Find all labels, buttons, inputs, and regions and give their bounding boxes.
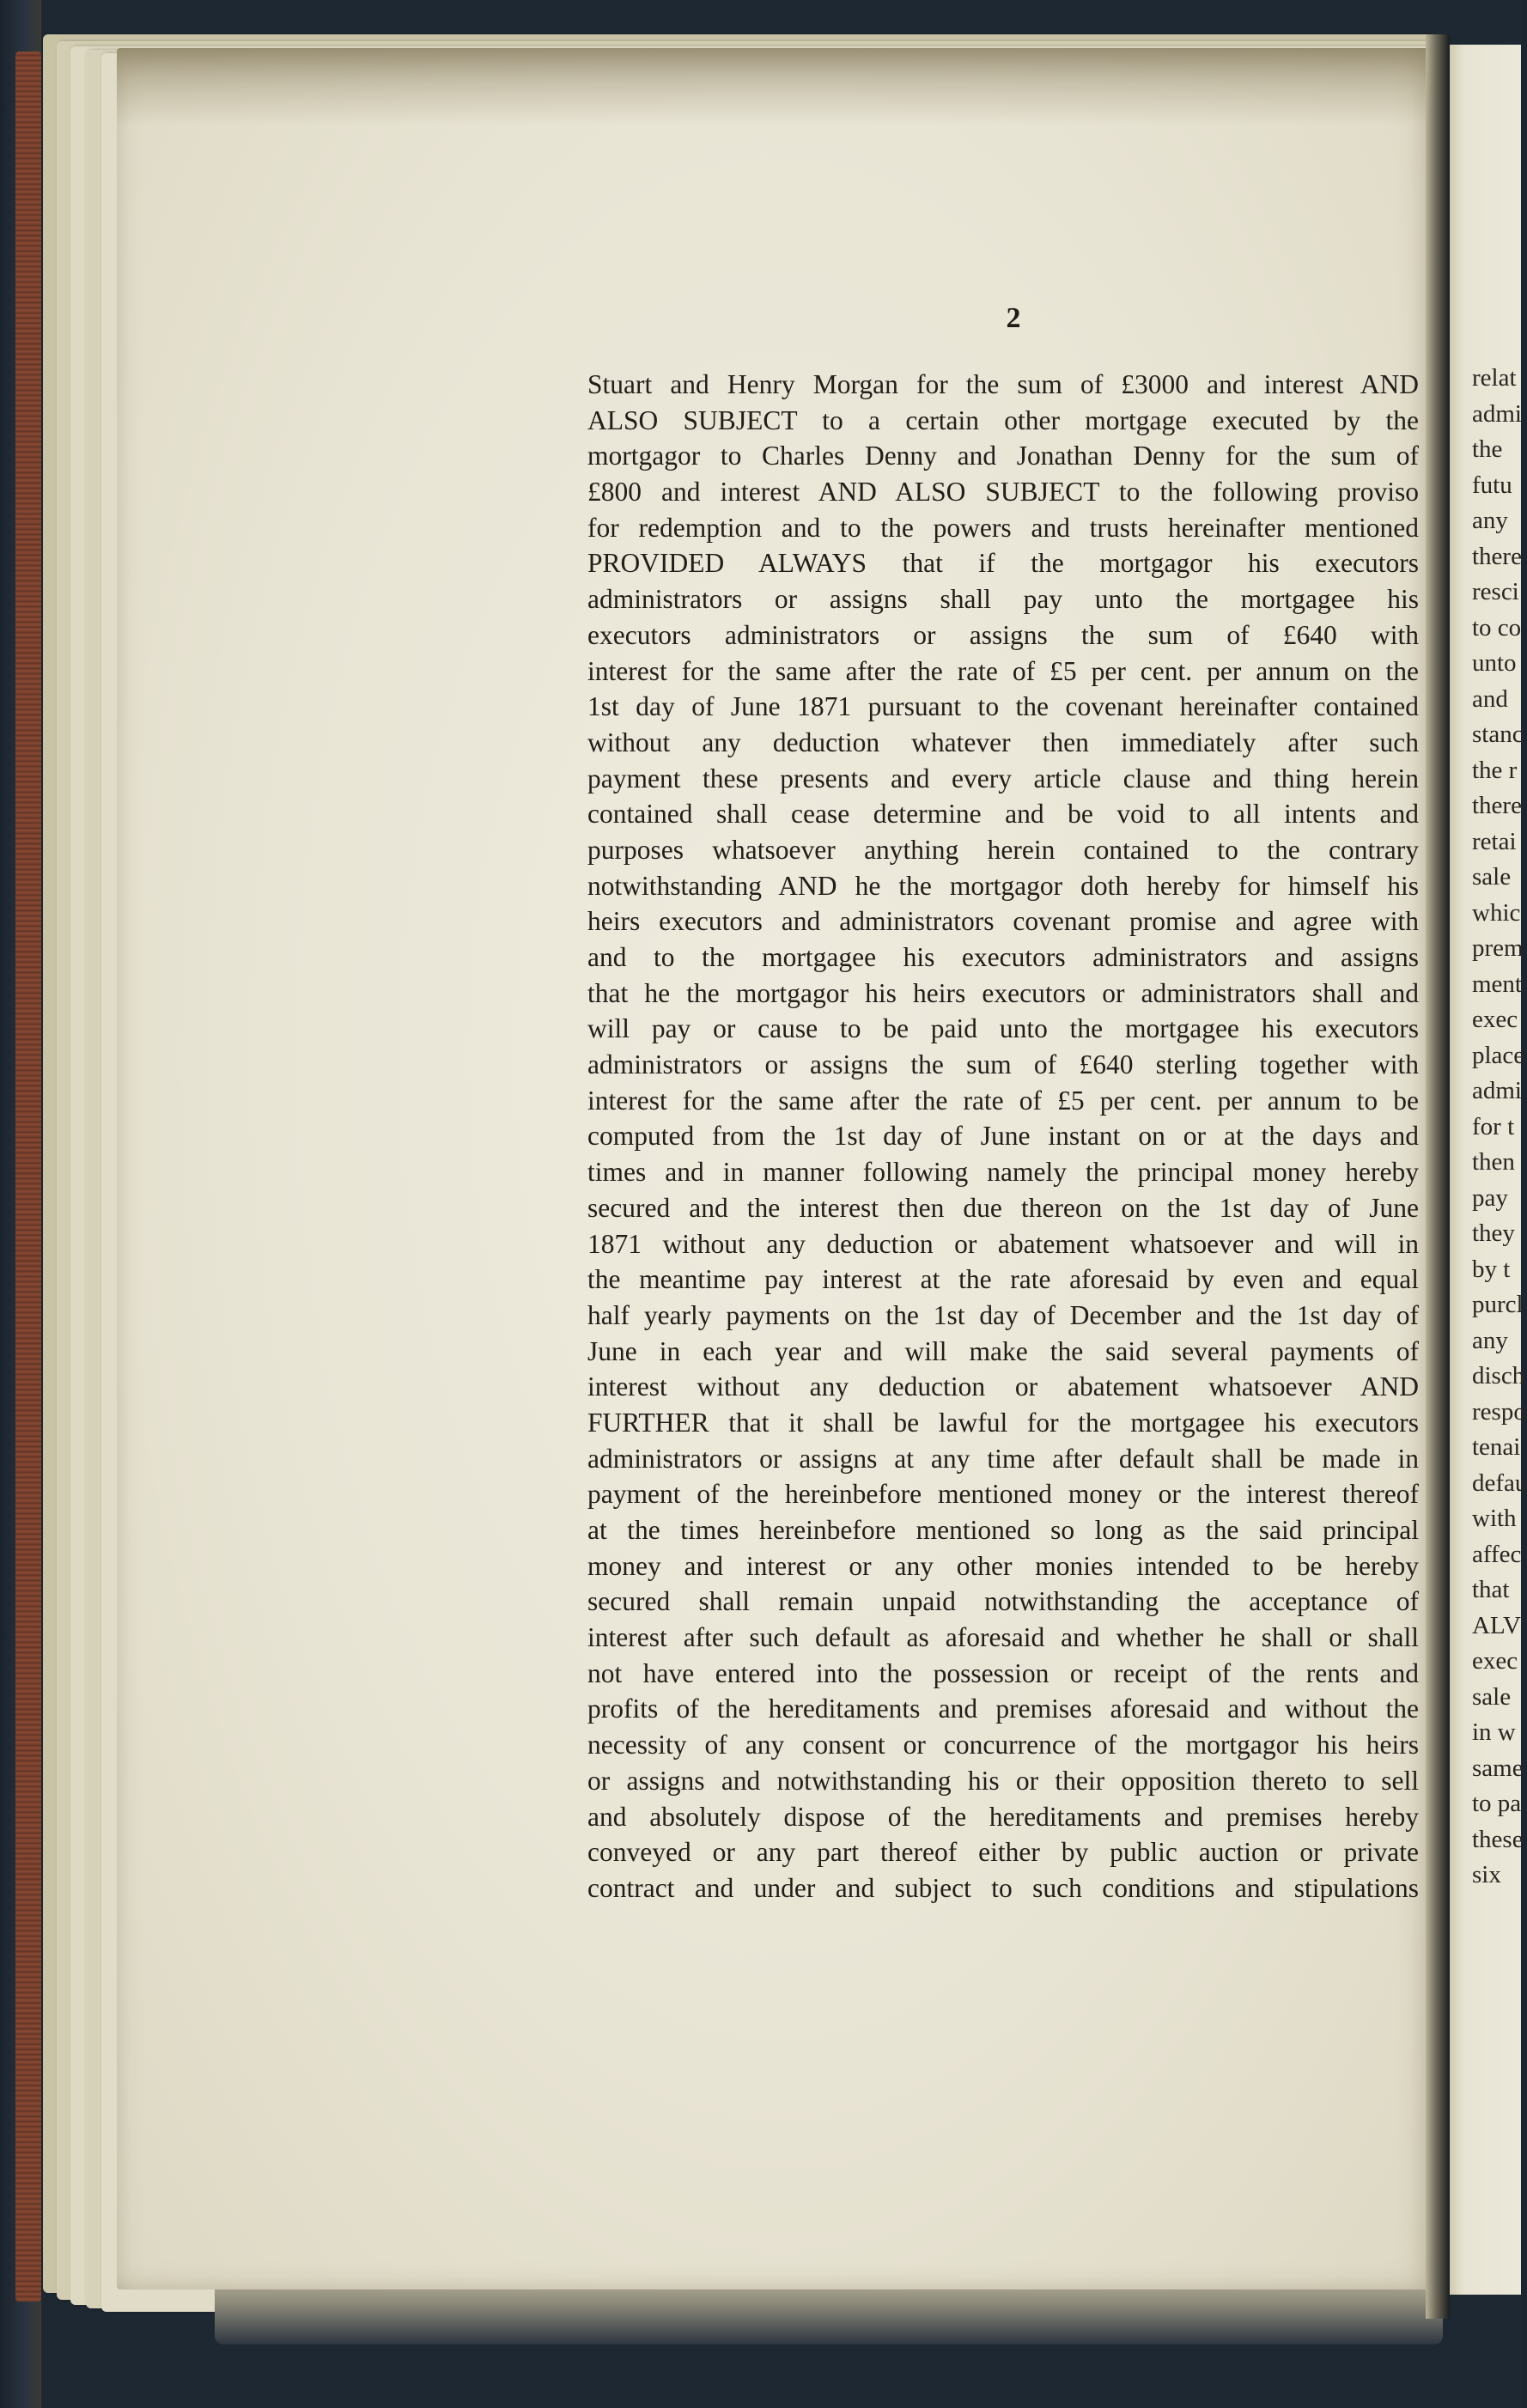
facing-text-fragment: with [1472,1505,1517,1532]
facing-text-fragment: exec [1472,1006,1518,1033]
text-line: interest for the same after the rate of £5 per cent. per annum to be [587,1085,1419,1116]
facing-text-fragment: affec [1472,1540,1522,1568]
facing-text-fragment: then [1472,1148,1515,1176]
text-line: and absolutely dispose of the hereditaments and premises hereby [587,1801,1419,1832]
text-line: contract and under and subject to such conditions and stipulations [587,1872,1419,1903]
facing-text-fragment: prem [1472,934,1524,962]
text-line: mortgagor to Charles Denny and Jonathan Denny for the sum of [587,441,1419,471]
facing-text-fragment: stanc [1472,721,1524,748]
text-line: 1871 without any deduction or abatement whatsoever and will in [587,1228,1419,1259]
facing-text-fragment: they [1472,1219,1515,1247]
facing-text-fragment: place [1472,1041,1525,1069]
facing-text-fragment: for t [1472,1112,1515,1140]
text-line: computed from the 1st day of June instant on or at the days and [587,1121,1419,1152]
text-line: for redemption and to the powers and trusts hereinafter mentioned [587,512,1419,543]
text-line: money and interest or any other monies intended to be hereby [587,1550,1419,1581]
text-line: and to the mortgagee his executors administrators and assigns [587,942,1419,972]
facing-text-fragment: in w [1472,1718,1516,1746]
text-line: executors administrators or assigns the sum of £640 with [587,619,1419,650]
document-body [587,367,1419,1906]
text-line: contained shall cease determine and be void to all intents and [587,799,1419,830]
facing-text-fragment: sale [1472,863,1512,891]
book-gutter [1426,34,1450,2319]
facing-text-fragment: there [1472,542,1522,570]
text-line: FURTHER that it shall be lawful for the mortgagee his executors [587,1407,1419,1438]
text-line: conveyed or any part thereof either by public auction or private [587,1837,1419,1868]
facing-text-fragment: futu [1472,471,1512,499]
text-line: that he the mortgagor his heirs executors or administrators shall and [587,977,1419,1008]
text-line: PROVIDED ALWAYS that if the mortgagor his executors [587,548,1419,579]
facing-text-fragment: and [1472,684,1508,713]
text-line: notwithstanding AND he the mortgagor doth hereby for himself his [587,870,1419,901]
facing-text-fragment: to pa [1472,1790,1522,1817]
facing-text-fragment: whic [1472,898,1521,927]
text-line: administrators or assigns shall pay unto the mortgagee his [587,584,1419,615]
text-line: 1st day of June 1871 pursuant to the covenant hereinafter contained [587,691,1419,722]
facing-text-fragment: the [1472,435,1503,463]
facing-text-fragment: these [1472,1825,1524,1853]
text-line: payment of the hereinbefore mentioned money or the interest thereof [587,1479,1419,1510]
text-line: heirs executors and administrators covenant promise and agree with [587,906,1419,937]
facing-text-fragment: any [1472,507,1508,534]
facing-text-fragment: relat [1472,364,1517,392]
facing-text-fragment: there [1472,792,1522,819]
facing-text-fragment: purcl [1472,1291,1524,1318]
text-line: interest for the same after the rate of £5 per cent. per annum on the [587,655,1419,686]
facing-text-fragment: any [1472,1326,1508,1354]
facing-text-fragment: exec [1472,1647,1518,1675]
text-line: Stuart and Henry Morgan for the sum of £3000 and interest AND [587,369,1419,399]
text-line: without any deduction whatever then immediately after such [587,727,1419,757]
text-line: payment these presents and every article clause and thing herein [587,763,1419,794]
marbled-binding-strip [15,52,41,2302]
text-line: administrators or assigns the sum of £640 sterling together with [587,1049,1419,1080]
facing-text-fragment: ALV [1472,1611,1521,1639]
facing-text-fragment: by t [1472,1255,1511,1283]
facing-text-fragment: unto [1472,649,1517,677]
text-line: £800 and interest AND ALSO SUBJECT to the following proviso [587,477,1419,508]
page-stain [117,48,1439,125]
facing-text-fragment: resci [1472,578,1519,605]
facing-text-fragment: ment [1472,970,1522,998]
facing-text-fragment: six [1472,1861,1501,1888]
facing-text-fragment: to co [1472,613,1522,642]
facing-text-fragment: admi [1472,1077,1522,1104]
text-line: half yearly payments on the 1st day of December and the 1st day of [587,1299,1419,1330]
facing-text-fragment: tenai [1472,1433,1521,1461]
facing-text-fragment: same [1472,1754,1524,1782]
text-line: secured and the interest then due thereon on the 1st day of June [587,1192,1419,1223]
facing-text-fragment: the r [1472,756,1518,784]
facing-text-fragment: retai [1472,827,1517,855]
text-line: profits of the hereditaments and premises aforesaid and without the [587,1694,1419,1724]
text-line: purposes whatsoever anything herein contained to the contrary [587,834,1419,865]
facing-text-fragment: pay [1472,1183,1508,1212]
text-line: times and in manner following namely the principal money hereby [587,1157,1419,1188]
facing-text-fragment: disch [1472,1362,1525,1389]
page-number: 2 [1006,302,1021,334]
text-line: administrators or assigns at any time after default shall be made in [587,1443,1419,1474]
text-line: secured shall remain unpaid notwithstanding the acceptance of [587,1586,1419,1617]
facing-text-fragment: sale [1472,1682,1512,1711]
text-line: June in each year and will make the said several payments of [587,1335,1419,1366]
facing-text-fragment: that [1472,1576,1510,1603]
text-line: not have entered into the possession or receipt of the rents and [587,1657,1419,1688]
text-line: the meantime pay interest at the rate aforesaid by even and equal [587,1264,1419,1295]
text-line: will pay or cause to be paid unto the mortgagee his executors [587,1013,1419,1044]
text-line: at the times hereinbefore mentioned so long as the said principal [587,1515,1419,1545]
text-line: interest after such default as aforesaid and whether he shall or shall [587,1622,1419,1653]
text-line: or assigns and notwithstanding his or their opposition thereto to sell [587,1765,1419,1796]
facing-text-fragment: admi [1472,399,1522,428]
text-line: ALSO SUBJECT to a certain other mortgage executed by the [587,404,1419,435]
text-line: necessity of any consent or concurrence of the mortgagor his heirs [587,1730,1419,1760]
facing-text-fragment: respo [1472,1397,1526,1426]
facing-text-fragment: defau [1472,1469,1527,1497]
text-line: interest without any deduction or abatement whatsoever AND [587,1371,1419,1402]
